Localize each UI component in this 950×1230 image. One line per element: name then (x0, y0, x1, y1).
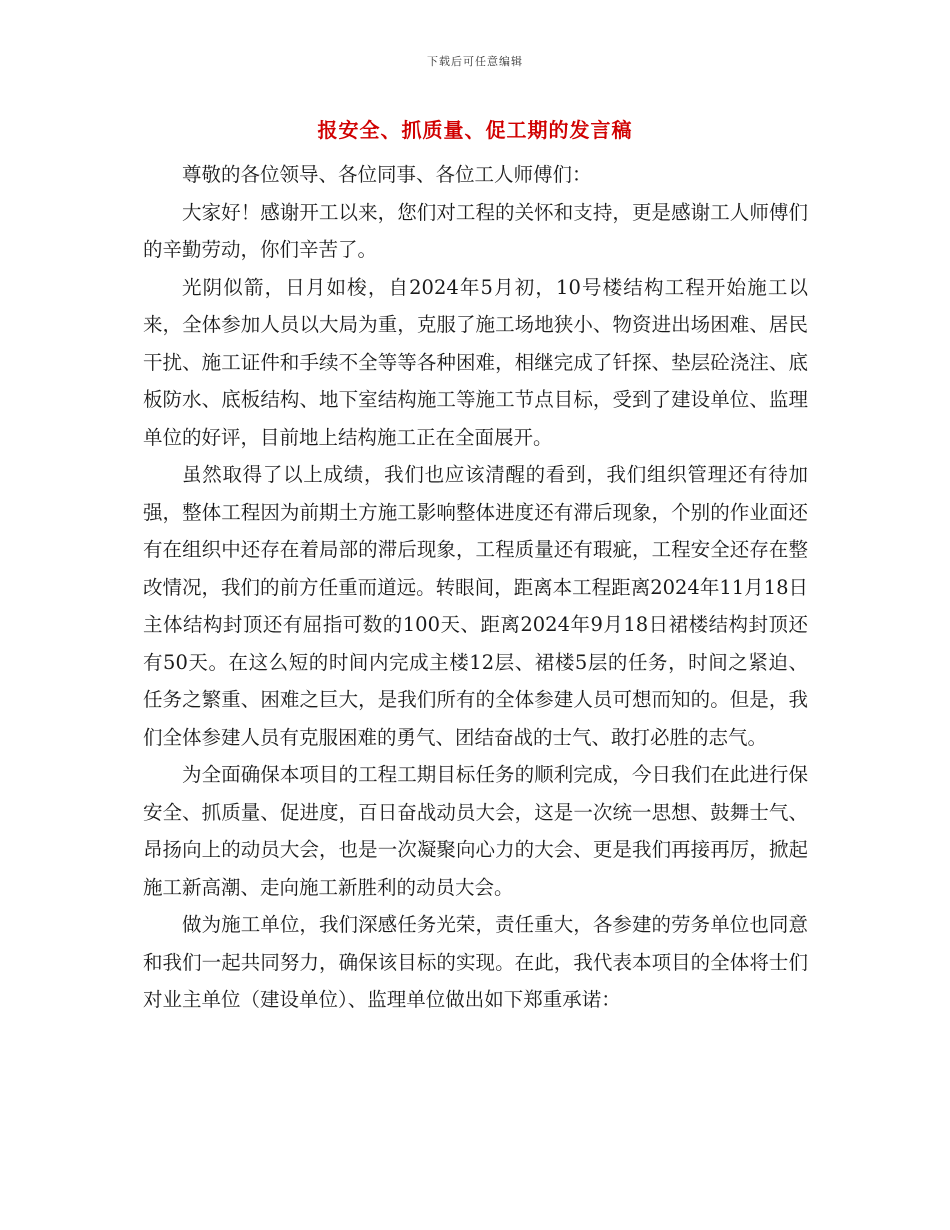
paragraph-challenges: 虽然取得了以上成绩，我们也应该清醒的看到，我们组织管理还有待加强，整体工程因为前期土方施工影响整体进度还有滞后现象，个别的作业面还有在组织中还存在着局部的滞后现象，工程质量还有瑕疵，工程安全还存在整改情况，我们的前方任重而道远。转眼间，距离本工程距离2024年11月18日主体结构封顶还有屈指可数的100天、距离2024年9月18日裙楼结构封顶还有50天。在这么短的时间内完成主楼12层、裙楼5层的任务，时间之紧迫、任务之繁重、困难之巨大，是我们所有的全体参建人员可想而知的。但是，我们全体参建人员有克服困难的勇气、团结奋战的士气、敢打必胜的志气。 (143, 463, 808, 749)
paragraph-commitment: 做为施工单位，我们深感任务光荣，责任重大，各参建的劳务单位也同意和我们一起共同努力，确保该目标的实现。在此，我代表本项目的全体将士们对业主单位（建设单位）、监理单位做出如下郑重承诺： (143, 913, 808, 1011)
document-title: 报安全、抓质量、促工期的发言稿 (317, 118, 633, 142)
paragraph-greeting: 大家好！感谢开工以来，您们对工程的关怀和支持，更是感谢工人师傅们的辛勤劳动，你们辛苦了。 (143, 200, 808, 261)
paragraph-progress: 光阴似箭，日月如梭，自2024年5月初，10号楼结构工程开始施工以来，全体参加人员以大局为重，克服了施工场地狭小、物资进出场困难、居民干扰、施工证件和手续不全等等各种困难，相继完成了钎探、垫层砼浇注、底板防水、底板结构、地下室结构施工等施工节点目标，受到了建设单位、监理单位的好评，目前地上结构施工正在全面展开。 (143, 275, 808, 449)
paragraph-salutation: 尊敬的各位领导、各位同事、各位工人师傅们： (182, 163, 592, 186)
header-note: 下载后可任意编辑 (427, 55, 523, 68)
document-body (143, 156, 808, 1019)
paragraph-mobilization: 为全面确保本项目的工程工期目标任务的顺利完成，今日我们在此进行保安全、抓质量、促进度，百日奋战动员大会，这是一次统一思想、鼓舞士气、昂扬向上的动员大会，也是一次凝聚向心力的大会、更是我们再接再厉，掀起施工新高潮、走向施工新胜利的动员大会。 (143, 763, 808, 899)
